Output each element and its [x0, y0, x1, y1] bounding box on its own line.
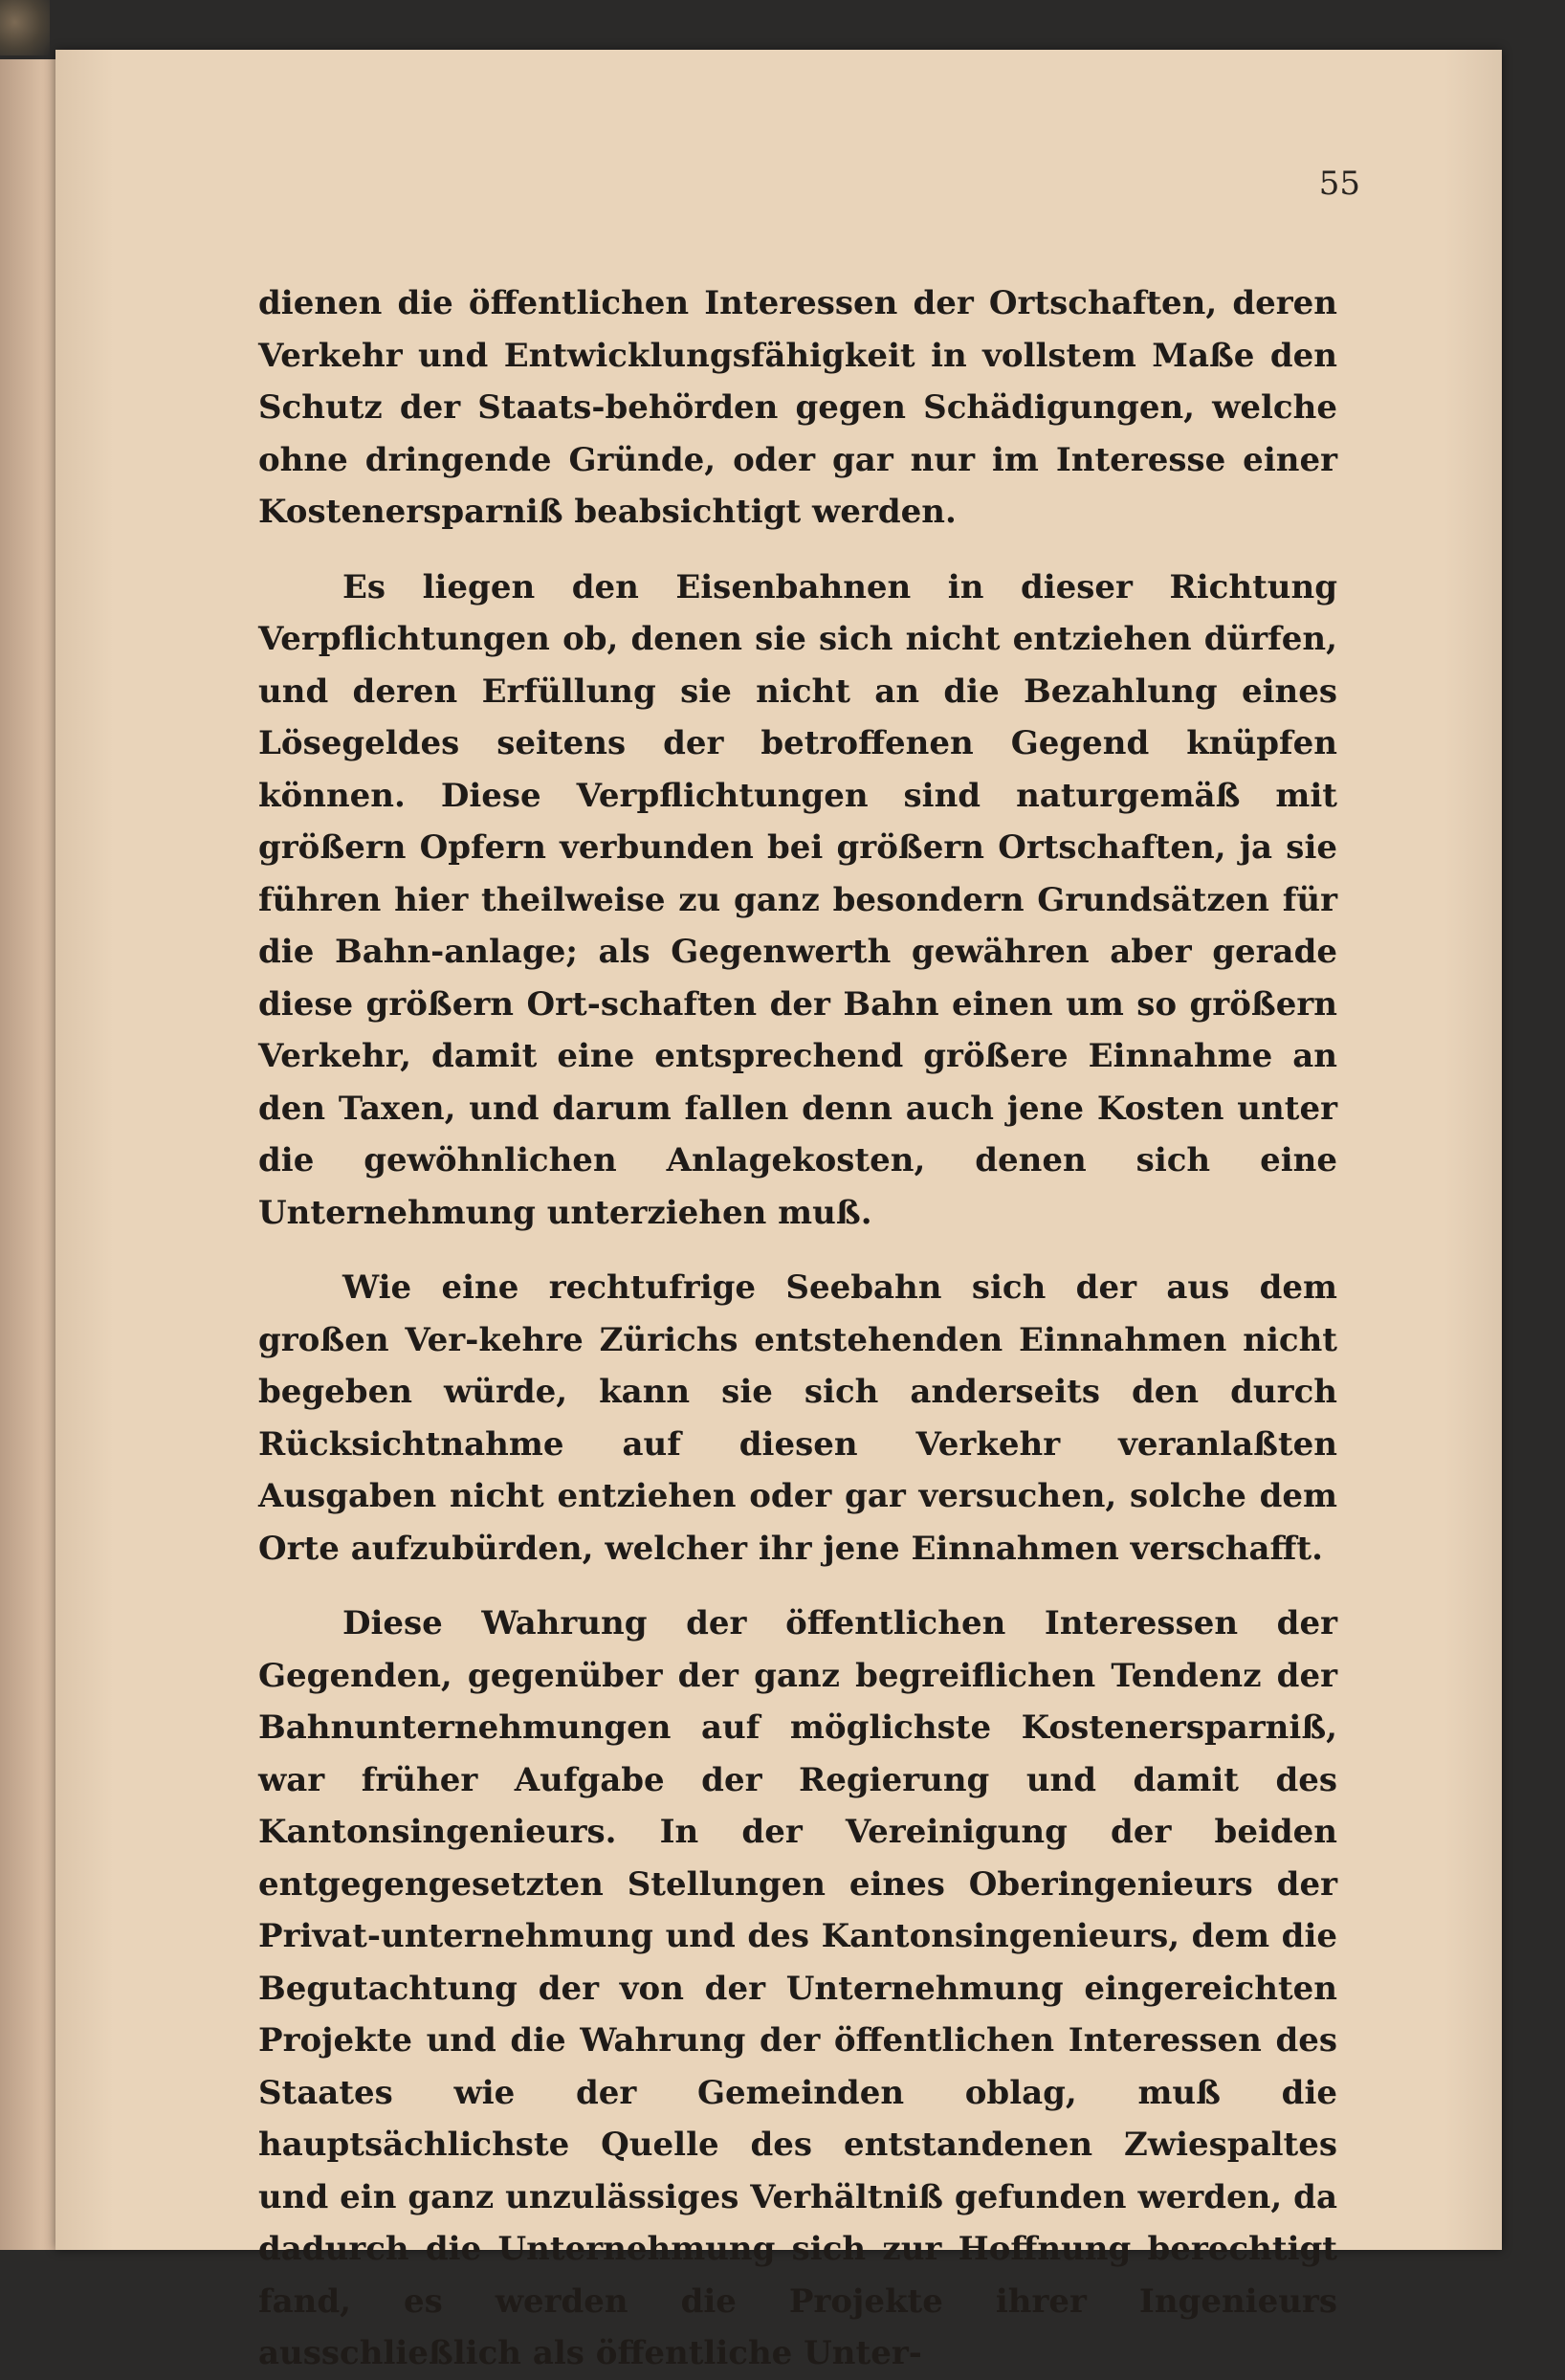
- body-text: [258, 277, 1337, 2380]
- paragraph-1: dienen die öffentlichen Interessen der Ortschaften, deren Verkehr und Entwicklungsfähigkeit in vollstem Maße den Schutz der Staats-behörden gegen Schädigungen, welche ohne dringende Gründe, oder gar nur im Interesse einer Kostenersparniß beabsichtigt werden.: [258, 284, 1337, 531]
- paragraph-4: Diese Wahrung der öffentlichen Interessen der Gegenden, gegenüber der ganz begreiflichen Tendenz der Bahnunternehmungen auf möglichste Kostenersparniß, war früher Aufgabe der Regierung und damit des Kantonsingenieurs. In der Vereinigung der beiden entgegengesetzten Stellungen eines Oberingenieurs der Privat-unternehmung und des Kantonsingenieurs, dem die Begutachtung der von der Unternehmung eingereichten Projekte und die Wahrung der öffentlichen Interessen des Staates wie der Gemeinden oblag, muß die hauptsächlichste Quelle des entstandenen Zwiespaltes und ein ganz unzulässiges Verhältniß gefunden werden, da dadurch die Unternehmung sich zur Hoffnung berechtigt fand, es werden die Projekte ihrer Ingenieurs ausschließlich als öffentliche Unter-: [258, 1604, 1337, 2372]
- paragraph-2: Es liegen den Eisenbahnen in dieser Richtung Verpflichtungen ob, denen sie sich nicht entziehen dürfen, und deren Erfüllung sie nicht an die Bezahlung eines Lösegeldes seitens der betroffenen Gegend knüpfen können. Diese Verpflichtungen sind naturgemäß mit größern Opfern verbunden bei größern Ortschaften, ja sie führen hier theilweise zu ganz besondern Grundsätzen für die Bahn-anlage; als Gegenwerth gewähren aber gerade diese größern Ort-schaften der Bahn einen um so größern Verkehr, damit eine entsprechend größere Einnahme an den Taxen, und darum fallen denn auch jene Kosten unter die gewöhnlichen Anlagekosten, denen sich eine Unternehmung unterziehen muß.: [258, 567, 1337, 1232]
- scan-corner-shadow: [0, 0, 50, 55]
- book-page: [55, 50, 1502, 2372]
- page-number: 55: [1318, 165, 1360, 203]
- paragraph-3: Wie eine rechtufrige Seebahn sich der aus dem großen Ver-kehre Zürichs entstehenden Einnahmen nicht begeben würde, kann sie sich anderseits den durch Rücksichtnahme auf diesen Verkehr veranlaßten Ausgaben nicht entziehen oder gar versuchen, solche dem Orte aufzubürden, welcher ihr jene Einnahmen verschafft.: [258, 1268, 1337, 1568]
